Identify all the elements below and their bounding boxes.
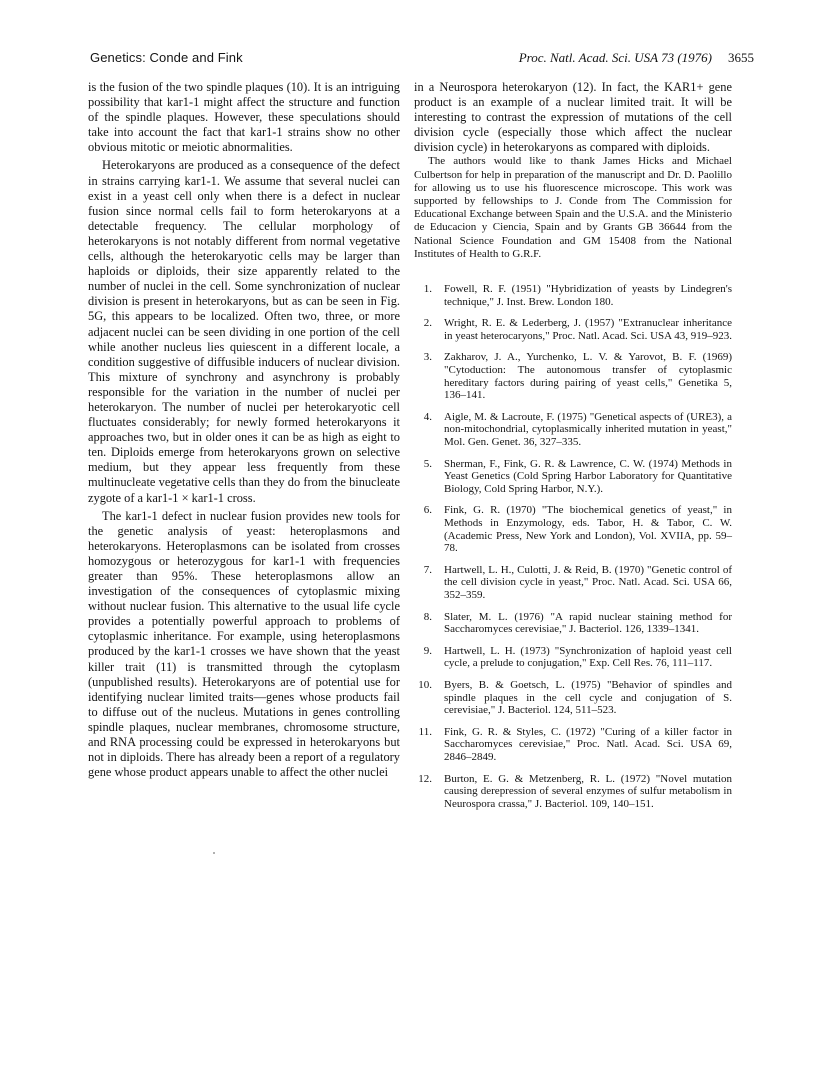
running-head-authors: Genetics: Conde and Fink <box>90 50 243 65</box>
reference-text: Burton, E. G. & Metzenberg, R. L. (1972) "Novel mutation causing derepression of several enzymes of sulfur metabolism in Neurospora crassa," J. Bacteriol. 109, 140–151. <box>444 772 732 810</box>
reference-number: 10. <box>418 678 432 691</box>
reference-item <box>414 458 732 496</box>
reference-number: 1. <box>423 283 432 296</box>
reference-text: Wright, R. E. & Lederberg, J. (1957) "Extranuclear inheritance in yeast heterocaryons," Proc. Natl. Acad. Sci. USA 43, 919–923. <box>444 317 732 342</box>
running-head-journal <box>519 50 754 66</box>
body-paragraph: in a Neurospora heterokaryon (12). In fact, the KAR1+ gene product is an example of a nuclear limited trait. It will be interesting to contrast the expression of mutations of the cell division cycle (especially those which affect the nuclear division cycle) in heterokaryons as compared with diploids. <box>414 80 732 155</box>
reference-item <box>414 726 732 764</box>
reference-item <box>414 317 732 342</box>
reference-number: 2. <box>423 317 432 330</box>
reference-text: Fink, G. R. & Styles, C. (1972) "Curing of a killer factor in Saccharomyces cerevisiae," Proc. Natl. Acad. Sci. USA 69, 2846–2849. <box>444 725 732 763</box>
journal-citation: Proc. Natl. Acad. Sci. USA 73 (1976) <box>518 50 712 65</box>
reference-item <box>414 504 732 554</box>
body-paragraph: Heterokaryons are produced as a consequence of the defect in strains carrying kar1-1. We assume that several nuclei can exist in a yeast cell only when there is a defect in nuclear fusion since normal cells fail to form heterokaryons at a detectable frequency. The cellular morphology of heterokaryons is not notably different from normal vegetative cells, although the heterokaryotic cells may be larger than haploids or diploids, their size apparently related to the number of nuclei in the cell. Some synchronization of nuclear division is present in heterokaryons, but as can be seen in Fig. 5G, this appears to be localized. Often two, three, or more adjacent nuclei can be seen dividing in one portion of the cell while another nucleus lies quiescent in a different locale, a condition suggestive of diffusible inducers of nuclear division. This mixture of synchrony and asynchrony is probably responsible for the variation in the number of nuclei per heterokaryon. The number of nuclei per heterokaryotic cell fluctuates considerably; for newly formed heterokaryons it approaches two, but in older ones it can be as high as eight to ten. Diploids emerge from heterokaryons grown on selective medium, but they appear less frequently from these multinucleate vegetative cells than they do from the binucleate zygote of a kar1-1 × kar1-1 cross. <box>88 158 400 505</box>
reference-text: Fowell, R. F. (1951) "Hybridization of yeasts by Lindegren's technique," J. Inst. Brew. London 180. <box>444 283 732 308</box>
reference-number: 6. <box>423 504 432 517</box>
reference-number: 7. <box>423 563 432 576</box>
reference-item <box>414 564 732 602</box>
left-column <box>88 80 400 780</box>
right-column <box>414 80 732 819</box>
reference-text: Hartwell, L. H., Culotti, J. & Reid, B. (1970) "Genetic control of the cell division cycle in yeast," Proc. Natl. Acad. Sci. USA 66, 352–359. <box>444 563 732 601</box>
reference-text: Slater, M. L. (1976) "A rapid nuclear staining method for Saccharomyces cerevisiae," J. Bacteriol. 126, 1339–1341. <box>444 610 732 636</box>
reference-number: 11. <box>418 725 432 738</box>
reference-number: 4. <box>423 410 432 423</box>
reference-item <box>414 351 732 401</box>
acknowledgement: The authors would like to thank James Hicks and Michael Culbertson for help in preparation of the manuscript and Dr. D. Paolillo for allowing us to use his fluorescence microscope. This work was supported by fellowships to J. Conde from The Commission for Educational Exchange between Spain and the U.S.A. and the Ministerio de Educacion y Ciencia, Spain and by Grants GB 36644 from the National Science Foundation and GM 15408 from the National Institutes of Health to G.R.F. <box>414 155 732 260</box>
reference-item <box>414 773 732 811</box>
reference-text: Fink, G. R. (1970) "The biochemical genetics of yeast," in Methods in Enzymology, eds. Tabor, H. & Tabor, C. W. (Academic Press, New York and London), Vol. XVIIA, pp. 59–78. <box>444 504 732 555</box>
reference-text: Aigle, M. & Lacroute, F. (1975) "Genetical aspects of (URE3), a non-mitochondrial, cytoplasmically inherited mutation in yeast," Mol. Gen. Genet. 36, 327–335. <box>444 410 732 449</box>
reference-number: 9. <box>423 644 432 657</box>
reference-text: Zakharov, J. A., Yurchenko, L. V. & Yarovot, B. F. (1969) "Cytoduction: The autonomous transfer of cytoplasmic hereditary factors during pairing of yeast cells," Genetika 5, 136–141. <box>444 351 732 402</box>
reference-text: Byers, B. & Goetsch, L. (1975) "Behavior of spindles and spindle plaques in the cell cycle and conjugation of S. cerevisiae," J. Bacteriol. 124, 511–523. <box>444 678 732 717</box>
body-paragraph: is the fusion of the two spindle plaques (10). It is an intriguing possibility that kar1-1 might affect the structure and function of the spindle plaques. However, these speculations should take into account the fact that kar1-1 strains show no other obvious mitotic or meiotic abnormalities. <box>88 80 400 155</box>
reference-number: 12. <box>418 772 432 785</box>
reference-item <box>414 679 732 717</box>
reference-text: Sherman, F., Fink, G. R. & Lawrence, C. W. (1974) Methods in Yeast Genetics (Cold Spring Harbor Laboratory for Quantitative Biology, Cold Spring Harbor, N.Y.). <box>444 457 732 495</box>
reference-item <box>414 283 732 308</box>
reference-list <box>414 283 732 810</box>
page-number: 3655 <box>728 50 754 65</box>
reference-number: 3. <box>423 351 432 364</box>
reference-text: Hartwell, L. H. (1973) "Synchronization of haploid yeast cell cycle, a prelude to conjugation," Exp. Cell Res. 76, 111–117. <box>444 644 732 670</box>
body-paragraph: The kar1-1 defect in nuclear fusion provides new tools for the genetic analysis of yeast: heteroplasmons and heterokaryons. Heteroplasmons can be isolated from crosses homozygous or heterozygous for kar1-1 with frequencies greater than 95%. These heteroplasmons allow an investigation of the consequences of cytoplasmic mixing without nuclear fusion. This alternative to the usual life cycle provides a potentially powerful approach to problems of cytoplasmic inheritance. For example, using heteroplasmons produced by the kar1-1 crosses we have shown that the yeast killer trait (11) is transmitted through the cytoplasm (unpublished results). Heterokaryons are of potential use for identifying nuclear limited traits—genes whose products fail to diffuse out of the nucleus. Mutations in genes controlling spindle plaques, nuclear membranes, chromosome structure, and RNA processing could be expressed in heterokaryons but not in diploids. There has already been a report of a regulatory gene whose product appears unable to affect the other nuclei <box>88 508 400 780</box>
reference-item <box>414 411 732 449</box>
print-speck <box>213 852 215 854</box>
reference-number: 8. <box>423 610 432 623</box>
page-header <box>0 50 816 70</box>
reference-number: 5. <box>423 457 432 470</box>
reference-item <box>414 611 732 636</box>
reference-item <box>414 645 732 670</box>
